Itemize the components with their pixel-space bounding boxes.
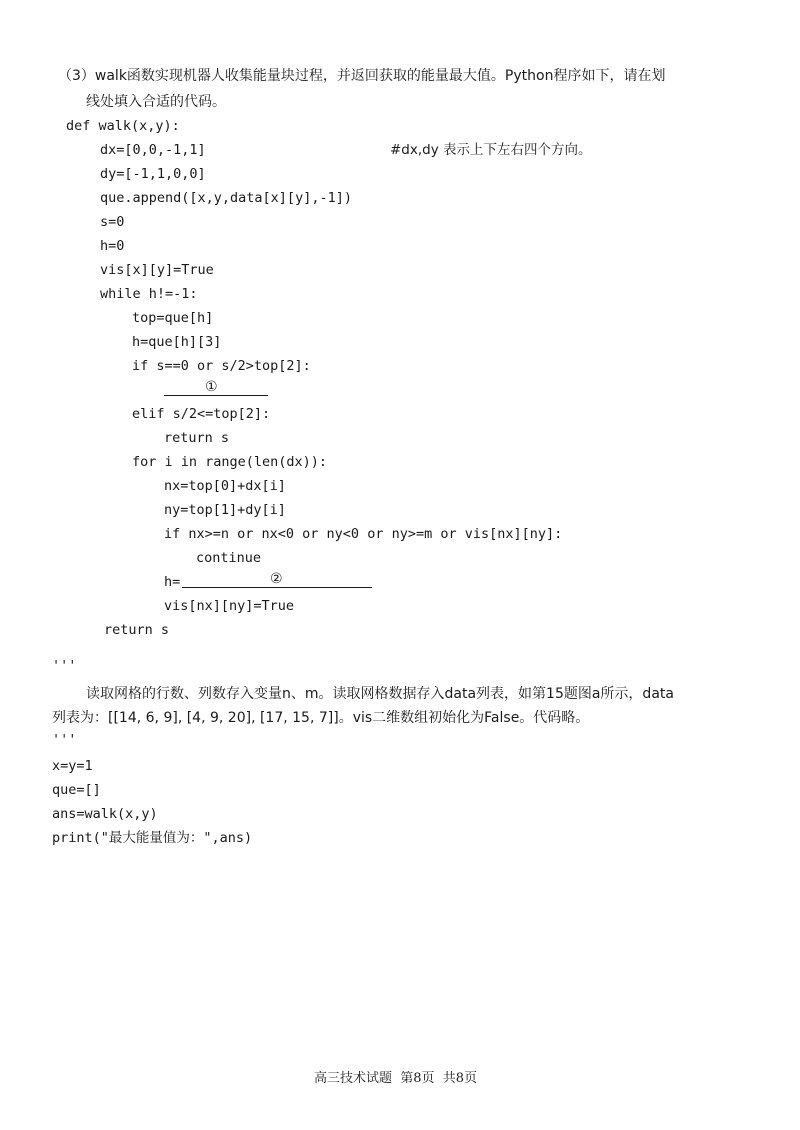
code-line-for: for i in range(len(dx)): bbox=[132, 454, 328, 470]
code-line-append: que.append([x,y,data[x][y],-1]) bbox=[100, 190, 352, 206]
main-line-print: print("最大能量值为：",ans) bbox=[52, 830, 253, 846]
code-line-vis: vis[x][y]=True bbox=[100, 262, 214, 278]
question-line-2: 线处填入合适的代码。 bbox=[86, 94, 226, 110]
code-line-elif: elif s/2<=top[2]: bbox=[132, 406, 271, 422]
code-line-h-next: h=que[h][3] bbox=[132, 334, 222, 350]
desc-line-1: 读取网格的行数、列数存入变量n、m。读取网格数据存入data列表，如第15题图a所示，data bbox=[86, 686, 674, 702]
code-line-if: if s==0 or s/2>top[2]: bbox=[132, 358, 311, 374]
code-line-vis-set: vis[nx][ny]=True bbox=[164, 598, 295, 614]
docstring-close: ''' bbox=[52, 732, 77, 748]
page-footer: 高三技术试题 第8页 共8页 bbox=[314, 1071, 478, 1086]
code-comment: #dx,dy 表示上下左右四个方向。 bbox=[390, 142, 592, 158]
blank-1-line[interactable] bbox=[164, 395, 268, 396]
code-line-h: h=0 bbox=[100, 238, 125, 254]
blank-2-marker: ② bbox=[270, 571, 283, 587]
main-line-xy: x=y=1 bbox=[52, 758, 93, 774]
code-line-return: return s bbox=[104, 622, 170, 638]
main-line-ans: ans=walk(x,y) bbox=[52, 806, 158, 822]
code-line-if-bounds: if nx>=n or nx<0 or ny<0 or ny>=m or vis[nx][ny]: bbox=[164, 526, 563, 542]
blank-2-line[interactable] bbox=[182, 587, 372, 588]
code-line-dx: dx=[0,0,-1,1] bbox=[100, 142, 206, 158]
question-line-1: （3）walk函数实现机器人收集能量块过程，并返回获取的能量最大值。Python程序如下，请在划 bbox=[58, 68, 666, 84]
code-line-while: while h!=-1: bbox=[100, 286, 198, 302]
code-line-continue: continue bbox=[196, 550, 262, 566]
blank-1-marker: ① bbox=[205, 379, 218, 395]
code-line-nx: nx=top[0]+dx[i] bbox=[164, 478, 286, 494]
code-line-h-assign: h= bbox=[164, 574, 181, 590]
code-line-ny: ny=top[1]+dy[i] bbox=[164, 502, 286, 518]
code-line-dy: dy=[-1,1,0,0] bbox=[100, 166, 206, 182]
code-line-s: s=0 bbox=[100, 214, 125, 230]
main-line-que: que=[] bbox=[52, 782, 101, 798]
code-line-top: top=que[h] bbox=[132, 310, 214, 326]
code-line-return-inner: return s bbox=[164, 430, 230, 446]
code-line-def: def walk(x,y): bbox=[66, 118, 180, 134]
docstring-open: ''' bbox=[52, 658, 77, 674]
desc-line-2: 列表为：[[14, 6, 9], [4, 9, 20], [17, 15, 7]]。vis二维数组初始化为False。代码略。 bbox=[52, 710, 590, 726]
